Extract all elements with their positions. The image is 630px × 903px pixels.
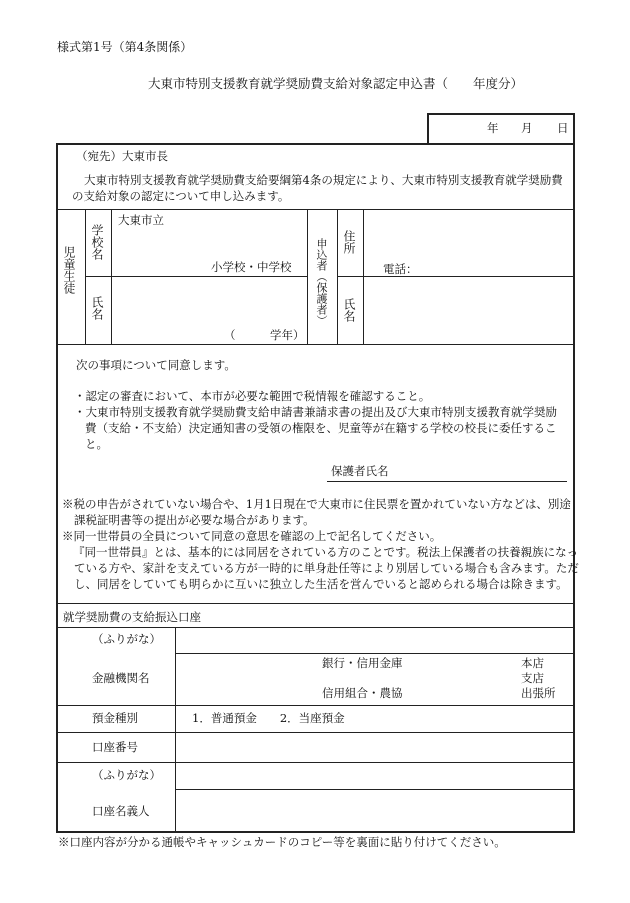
address-label: 住所 (342, 230, 356, 254)
intro-text: 大東市特別支援教育就学奨励費支給要綱第4条の規定により、大東市特別支援教育就学奨励費の支給対象の認定について申し込みます。 (72, 173, 563, 203)
account-holder-label: 口座名義人 (92, 804, 150, 818)
date-day[interactable]: 日 (557, 121, 569, 135)
form-number: 様式第1号（第4条関係） (57, 40, 193, 54)
note-household: ※同一世帯員の全員について同意の意思を確認の上で記名してください。 (62, 529, 442, 543)
guardian-signature-line[interactable] (327, 481, 567, 482)
branch-office[interactable]: 出張所 (521, 686, 556, 700)
date-month[interactable]: 月 (521, 121, 533, 135)
branch-branch[interactable]: 支店 (521, 671, 544, 685)
holder-furigana-label: （ふりがな） (92, 768, 161, 782)
school-prefix: 大東市立 (118, 213, 164, 227)
applicant-name-label: 氏名 (342, 298, 356, 322)
student-group-label: 児童生徒 (62, 246, 76, 294)
consent-item: ・大東市特別支援教育就学奨励費支給申請書兼請求書の提出及び大東市特別支援教育就学奨励費（支給・不支給）決定通知書の受領の権限を、児童等が在籍する学校の校長に委任すること。 (74, 405, 557, 451)
bank-type-2[interactable]: 信用組合・農協 (322, 686, 403, 700)
bank-section-title: 就学奨励費の支給振込口座 (63, 610, 201, 624)
note-tax: ※税の申告がされていない場合や、1月1日現在で大東市に住民票を置かれていない方などは、別途課税証明書等の提出が必要な場合があります。 (62, 497, 571, 527)
guardian-name-label: 保護者氏名 (331, 464, 389, 478)
school-name-label: 学校名 (90, 224, 104, 260)
bank-furigana-field[interactable] (180, 631, 570, 649)
consent-lead: 次の事項について同意します。 (76, 358, 236, 372)
account-number-label: 口座番号 (92, 740, 138, 754)
bank-type-1[interactable]: 銀行・信用金庫 (322, 656, 403, 670)
holder-furigana-field[interactable] (180, 766, 570, 786)
school-suffix[interactable]: 小学校・中学校 (211, 260, 292, 274)
account-number-field[interactable] (180, 736, 570, 758)
applicant-group-label: 申込者（保護者） (315, 238, 328, 326)
footer-note: ※口座内容が分かる通帳やキャッシュカードのコピー等を裏面に貼り付けてください。 (58, 835, 506, 849)
student-grade[interactable]: （ 学年） (224, 328, 305, 342)
account-holder-field[interactable] (180, 793, 570, 827)
page-title: 大東市特別支援教育就学奨励費支給対象認定申込書（ 年度分） (148, 76, 524, 91)
student-name-label: 氏名 (90, 296, 104, 320)
addressee: （宛先）大東市長 (76, 149, 168, 163)
bank-furigana-label: （ふりがな） (92, 632, 161, 646)
institution-name-label: 金融機関名 (92, 671, 150, 685)
date-year[interactable]: 年 (487, 121, 499, 135)
phone-label[interactable]: 電話： (383, 262, 418, 276)
branch-main[interactable]: 本店 (521, 656, 544, 670)
note-household-definition: 『同一世帯員』とは、基本的には同居をされている方のことです。税法上保護者の扶養親族になっている方や、家計を支えている方が一時的に単身赴任等により別居している場合も含みます。ただし、同居をしていても明らかに互いに独立した生活を営んでいると認められる場合は除きます。 (73, 545, 579, 591)
deposit-options[interactable]: 1．普通預金 2．当座預金 (192, 711, 345, 725)
deposit-type-label: 預金種別 (92, 711, 138, 725)
consent-item: ・認定の審査において、本市が必要な範囲で税情報を確認すること。 (74, 389, 431, 403)
